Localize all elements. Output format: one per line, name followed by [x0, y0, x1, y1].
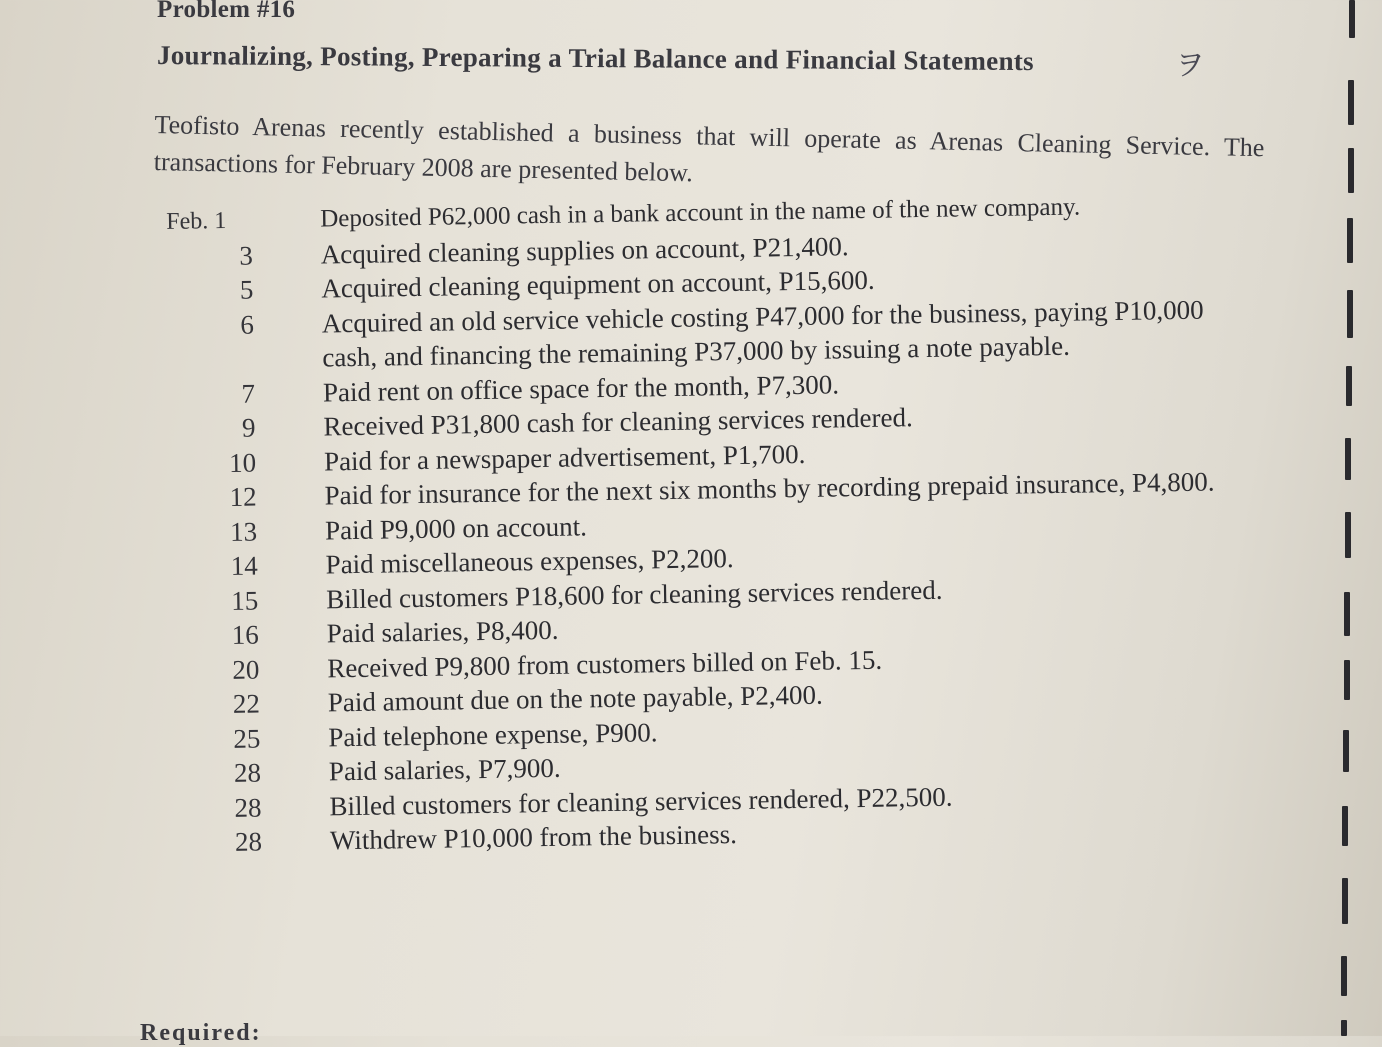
binding-dash [1344, 592, 1350, 636]
transaction-date: 14 [230, 550, 258, 581]
transaction-date: 22 [232, 688, 261, 719]
binding-dash [1345, 512, 1351, 558]
binding-dash [1341, 956, 1347, 996]
transaction-description: Paid salaries, P7,900. [328, 752, 561, 787]
binding-dash [1345, 438, 1351, 480]
binding-dash [1347, 218, 1353, 263]
problem-title: Journalizing, Posting, Preparing a Trial Balance and Financial Statements [156, 40, 1035, 77]
transaction-description: Paid for a newspaper advertisement, P1,700. [323, 438, 806, 476]
transaction-description: Paid amount due on the note payable, P2,400. [327, 679, 823, 718]
transaction-description: Billed customers P18,600 for cleaning services rendered. [325, 574, 943, 614]
transaction-date: 28 [234, 826, 263, 857]
transaction-description: Paid rent on office space for the month, P7,300. [322, 368, 840, 407]
transaction-date: 5 [239, 274, 254, 305]
binding-dash [1348, 148, 1354, 193]
binding-dash [1342, 806, 1348, 846]
intro-text: Teofisto Arenas recently established a business that will operate as Arenas Cleaning Service. The transactions for February 2008 are presented below. [153, 109, 1265, 188]
transaction-date: 16 [231, 619, 259, 650]
binding-dash [1349, 0, 1355, 38]
transaction-description: Acquired an old service vehicle costing P47,000 for the business, paying P10,000 cash, and financing the remaining P37,000 by issuing a note payable. [321, 294, 1204, 373]
handwritten-mark: ヲ [1175, 48, 1205, 83]
transaction-date: 20 [232, 653, 260, 685]
transaction-description: Deposited P62,000 cash in a bank account in the name of the new company. [320, 193, 1081, 233]
transaction-description: Withdrew P10,000 from the business. [329, 819, 738, 856]
transaction-date: 10 [228, 447, 257, 478]
binding-dash [1343, 730, 1349, 772]
transaction-description: Paid for insurance for the next six months by recording prepaid insurance, P4,800. [324, 466, 1215, 511]
binding-dash [1344, 660, 1350, 700]
transaction-date: 12 [229, 481, 257, 512]
transaction-description: Paid telephone expense, P900. [328, 716, 658, 752]
problem-number: Problem #16 [157, 0, 296, 23]
transaction-description: Received P9,800 from customers billed on Feb. 15. [327, 644, 883, 683]
binding-dash [1348, 80, 1354, 125]
transaction-description: Paid salaries, P8,400. [326, 614, 559, 649]
required-heading-cut: Required: [140, 1020, 262, 1046]
transaction-date: 13 [229, 516, 258, 547]
transaction-date: 15 [230, 585, 259, 616]
transaction-date: 9 [241, 412, 256, 443]
transaction-description: Billed customers for cleaning services rendered, P22,500. [329, 781, 953, 821]
binding-dash [1347, 290, 1353, 338]
binding-dash [1342, 878, 1348, 924]
transaction-date: 28 [234, 791, 262, 823]
transaction-date: 3 [239, 240, 254, 271]
transaction-list [160, 188, 1250, 860]
transaction-date: 6 [240, 309, 255, 340]
transaction-date: 7 [241, 378, 256, 409]
margin-binding-rule [1335, 0, 1382, 1036]
transaction-description: Paid P9,000 on account. [324, 510, 588, 545]
transaction-date: 25 [233, 722, 261, 754]
binding-dash [1346, 366, 1352, 406]
transaction-description: Paid miscellaneous expenses, P2,200. [325, 543, 734, 580]
intro-paragraph [153, 106, 1264, 203]
transaction-description: Acquired cleaning equipment on account, P15,600. [321, 264, 875, 304]
transaction-date: 28 [233, 757, 262, 788]
transaction-description: Received P31,800 cash for cleaning services rendered. [323, 402, 913, 442]
binding-dash [1341, 1020, 1347, 1036]
transaction-description: Acquired cleaning supplies on account, P21,400. [320, 230, 849, 269]
transaction-date: Feb. 1 [166, 207, 227, 235]
